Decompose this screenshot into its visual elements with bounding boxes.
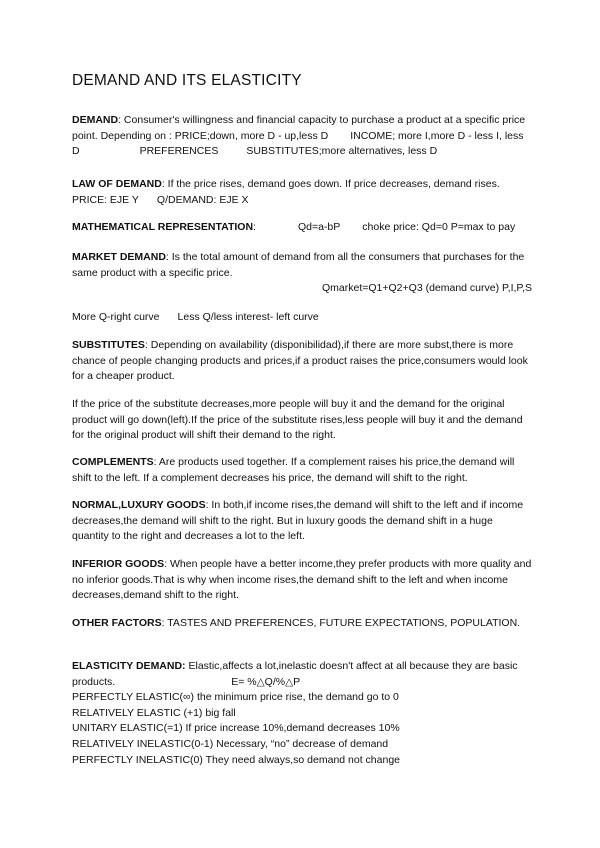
complements-paragraph	[72, 455, 532, 486]
curve-right: More Q-right curve	[72, 311, 160, 323]
complements-label: COMPLEMENTS	[72, 456, 154, 468]
elasticity-formula: E= %△Q/%△P	[231, 675, 301, 688]
math-formula: Qd=a-bP	[297, 221, 341, 233]
market-paragraph	[72, 250, 532, 297]
inferior-label: INFERIOR GOODS	[72, 558, 165, 570]
curve-paragraph	[72, 310, 532, 326]
curve-left: Less Q/less interest- left curve	[177, 311, 319, 323]
market-formula: Qmarket=Q1+Q2+Q3 (demand curve) P,I,P,S	[321, 282, 532, 295]
demand-income: INCOME; more I,more D - less I, less D	[72, 129, 524, 158]
other-factors-paragraph	[72, 616, 532, 632]
demand-text: : Consumer's willingness and financial capacity to purchase a product at a specific price point. Depending on :	[72, 114, 526, 142]
normal-luxury-paragraph	[72, 498, 532, 545]
demand-price: PRICE;down, more D - up,less D	[174, 129, 329, 142]
elasticity-text: Elastic,affects a lot,inelastic doesn't affect at all because they are basic products.	[72, 660, 518, 688]
substitutes-text: : Depending on availability (disponibilidad),if there are more subst,there is more chance of people changing products and prices,if a product raises the price,consumers would look for a cheaper product.	[72, 339, 528, 383]
law-text: : If the price rises, demand goes down. If price decreases, demand rises.	[161, 178, 500, 190]
law-demand-axis: Q/DEMAND: EJE X	[156, 193, 249, 206]
inferior-text: : When people have a better income,they prefer products with more quality and no inferior goods.That is why when income rises,the demand shift to the left and when income decreases,demand shift to the right.	[72, 558, 532, 602]
normal-luxury-label: NORMAL,LUXURY GOODS	[72, 499, 206, 511]
elasticity-line: RELATIVELY INELASTIC(0-1) Necessary, “no” decrease of demand	[72, 737, 389, 750]
demand-substitutes: SUBSTITUTES;more alternatives, less D	[246, 145, 438, 158]
elasticity-line: UNITARY ELASTIC(=1) If price increase 10%,demand decreases 10%	[72, 722, 400, 735]
math-label: MATHEMATICAL REPRESENTATION	[72, 221, 254, 233]
math-choke-price: choke price: Qd=0 P=max to pay	[362, 221, 516, 233]
normal-luxury-text: : In both,if income rises,the demand will shift to the left and if income decreases,the demand will shift to the right. But in luxury goods the demand shift in a huge quantity to the right and decreases a lot to the left.	[72, 499, 524, 543]
demand-paragraph	[72, 113, 532, 160]
elasticity-line: PERFECTLY ELASTIC(∞) the minimum price rise, the demand go to 0	[72, 691, 399, 704]
elasticity-paragraph	[72, 659, 532, 768]
law-price-axis: PRICE: EJE Y	[72, 193, 139, 206]
other-factors-label: OTHER FACTORS	[72, 617, 162, 629]
other-factors-text: : TASTES AND PREFERENCES, FUTURE EXPECTATIONS, POPULATION.	[161, 617, 521, 629]
page-title: DEMAND AND ITS ELASTICITY	[72, 72, 302, 89]
substitutes-paragraph	[72, 338, 532, 385]
math-colon: :	[253, 221, 256, 233]
inferior-paragraph	[72, 557, 532, 604]
demand-label: DEMAND	[72, 114, 119, 126]
market-label: MARKET DEMAND	[72, 251, 166, 263]
substitutes-label: SUBSTITUTES	[72, 339, 145, 351]
elasticity-label: ELASTICITY DEMAND:	[72, 660, 186, 672]
law-paragraph	[72, 177, 532, 208]
substitutes-paragraph-2: If the price of the substitute decreases,more people will buy it and the demand for the original product will go down(left).If the price of the substitute rises,less people will buy it and the demand for the original product will shift their demand to the right.	[72, 398, 523, 442]
complements-text: : Are products used together. If a complement raises his price,the demand will shift to the left. If a complement decreases his price, the demand will shift to the right.	[72, 456, 515, 484]
demand-preferences: PREFERENCES	[139, 145, 219, 158]
elasticity-line: RELATIVELY ELASTIC (+1) big fall	[72, 706, 236, 719]
elasticity-line: PERFECTLY INELASTIC(0) They need always,so demand not change	[72, 753, 400, 766]
math-paragraph	[72, 220, 532, 236]
market-text: : Is the total amount of demand from all the consumers that purchases for the same product with a specific price.	[72, 251, 525, 279]
law-label: LAW OF DEMAND	[72, 178, 162, 190]
